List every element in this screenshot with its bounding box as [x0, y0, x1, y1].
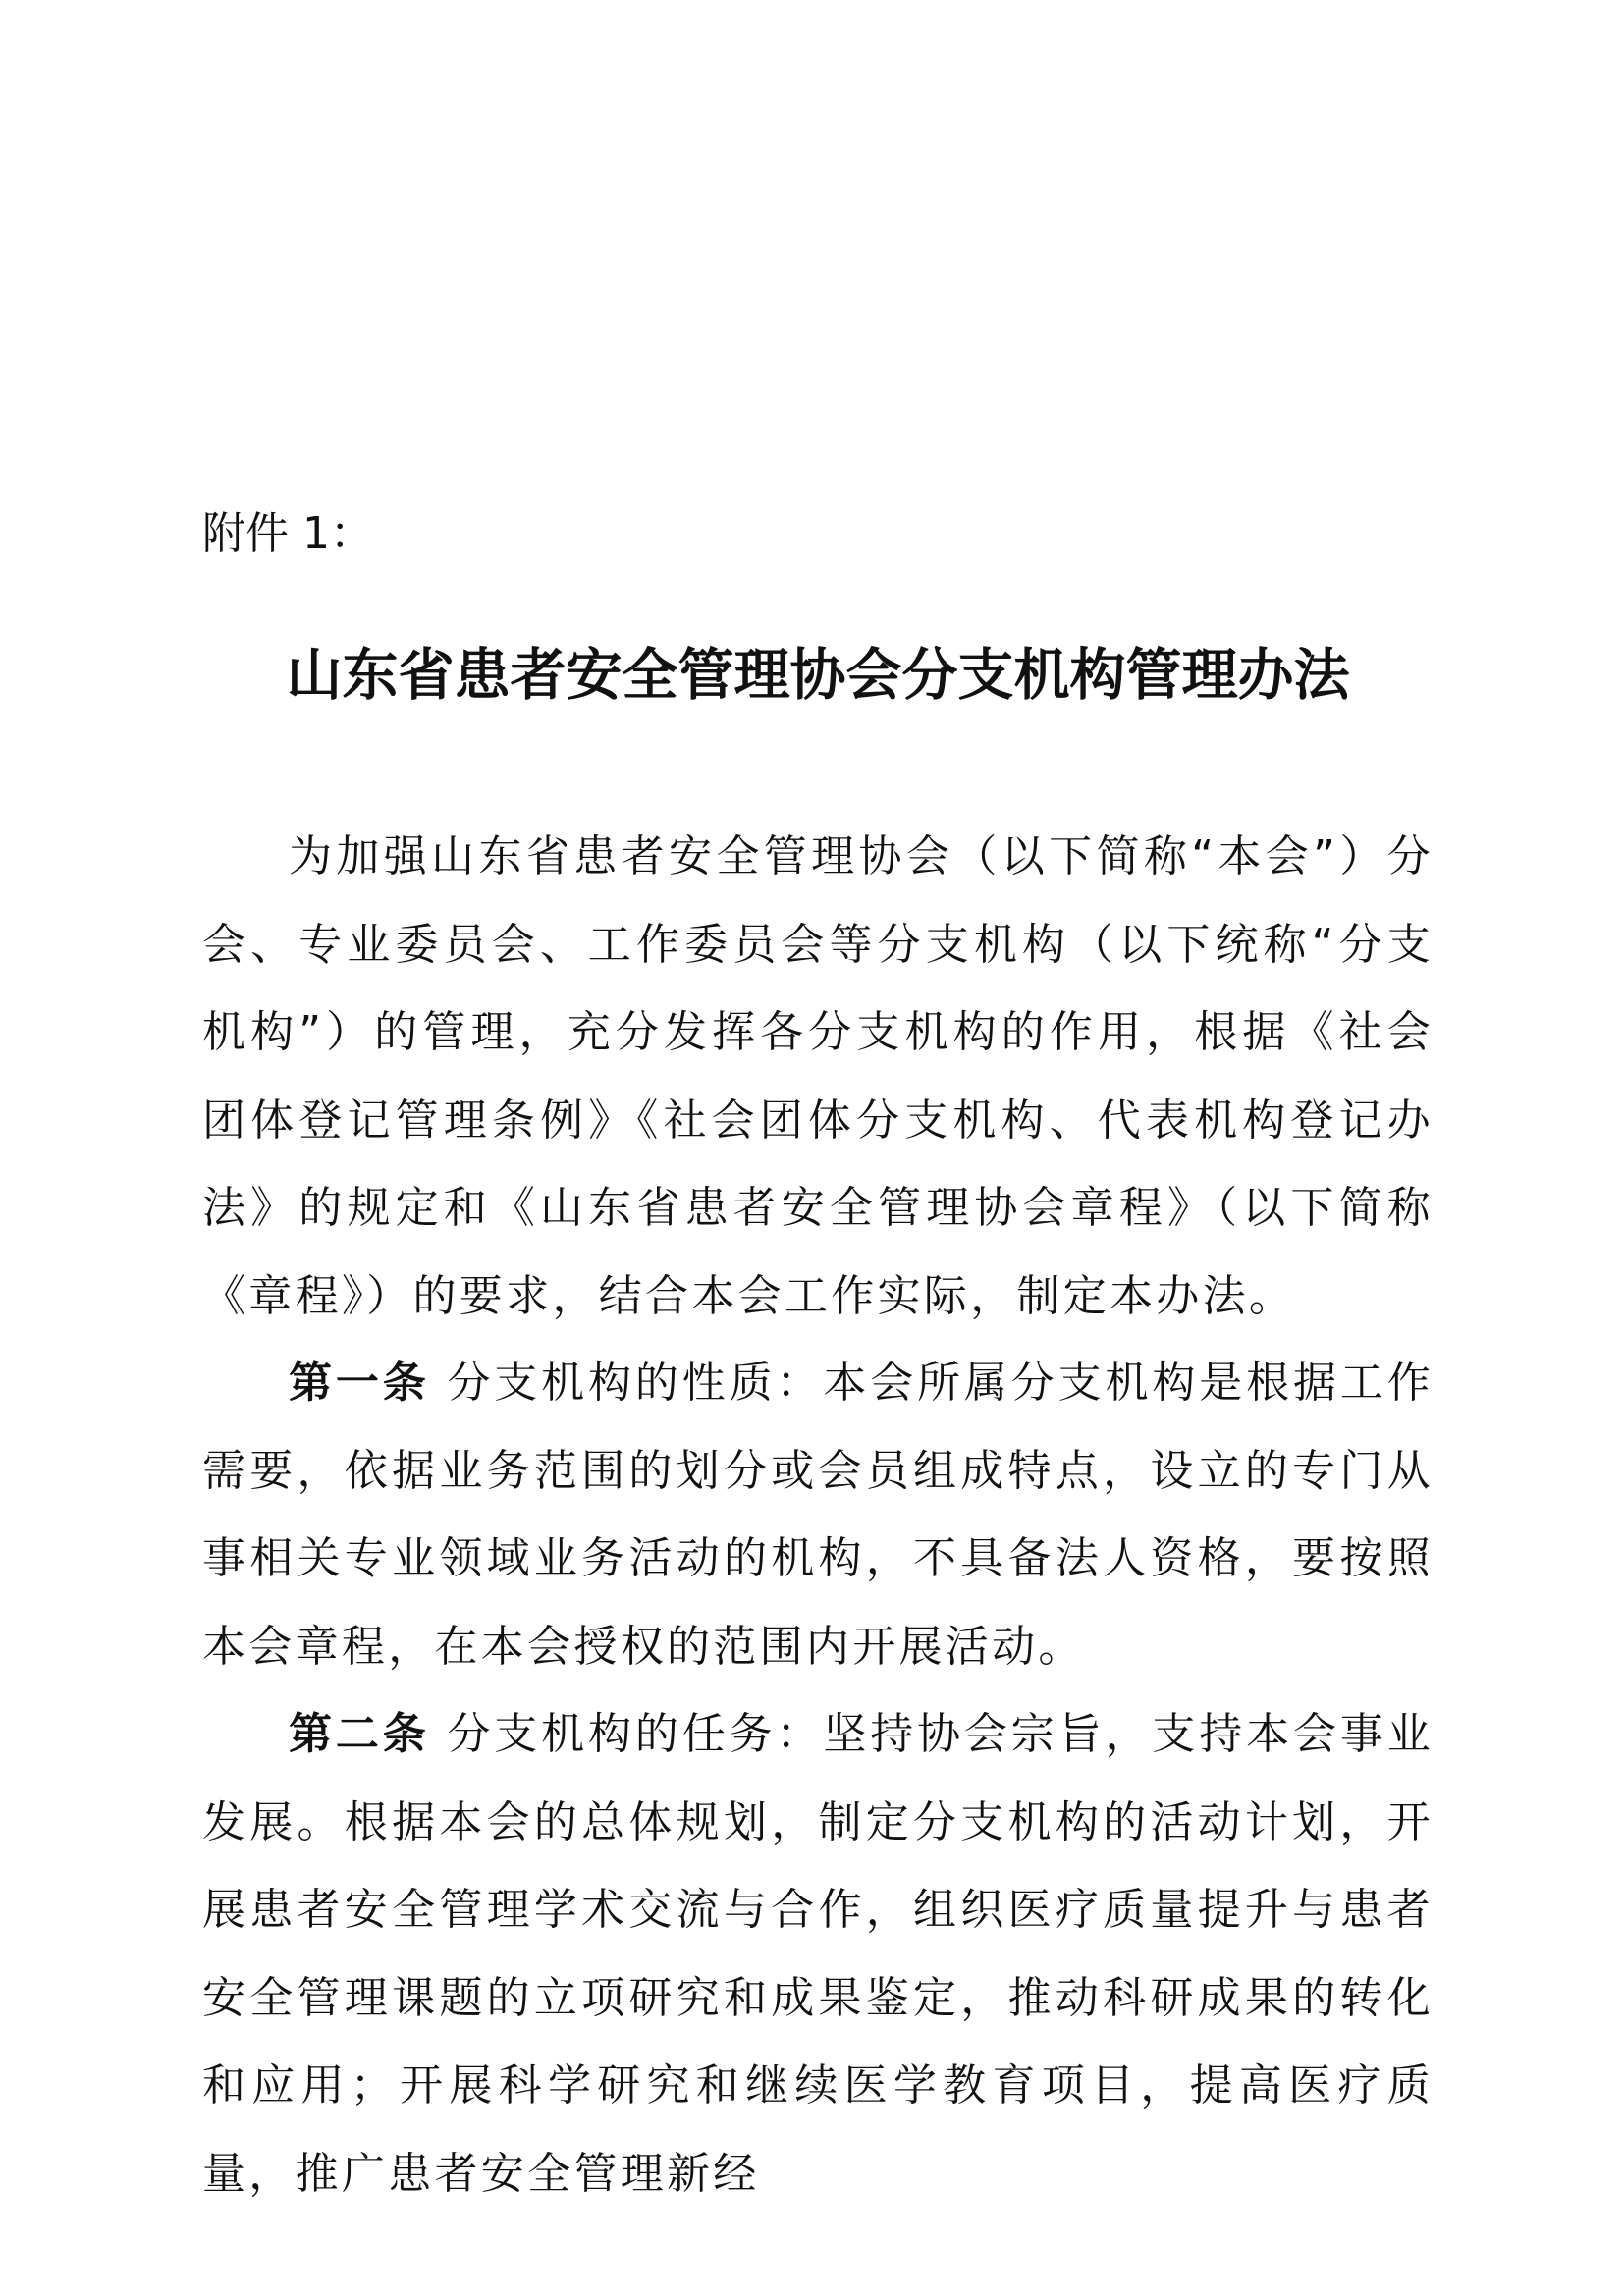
article-2-paragraph	[202, 1690, 1434, 2217]
article-1-text: 分支机构的性质：本会所属分支机构是根据工作需要，依据业务范围的划分或会员组成特点，设立的专门从事相关专业领域业务活动的机构，不具备法人资格，要按照本会章程，在本会授权的范围内开展活动。	[202, 1358, 1434, 1672]
article-2-text: 分支机构的任务：坚持协会宗旨，支持本会事业发展。根据本会的总体规划，制定分支机构的活动计划，开展患者安全管理学术交流与合作，组织医疗质量提升与患者安全管理课题的立项研究和成果鉴定，推动科研成果的转化和应用；开展科学研究和继续医学教育项目，提高医疗质量，推广患者安全管理新经	[202, 1709, 1434, 2199]
attachment-label: 附件 1：	[202, 508, 373, 559]
document-title: 山东省患者安全管理协会分支机构管理办法	[286, 643, 1350, 708]
intro-paragraph: 为加强山东省患者安全管理协会（以下简称“本会”）分会、专业委员会、工作委员会等分支机构（以下统称“分支机构”）的管理，充分发挥各分支机构的作用，根据《社会团体登记管理条例》《社会团体分支机构、代表机构登记办法》的规定和《山东省患者安全管理协会章程》（以下简称《章程》）的要求，结合本会工作实际，制定本办法。	[202, 831, 1434, 1321]
article-2-heading: 第二条	[289, 1709, 430, 1759]
article-1-heading: 第一条	[289, 1358, 430, 1408]
article-1-paragraph	[202, 1339, 1434, 1690]
